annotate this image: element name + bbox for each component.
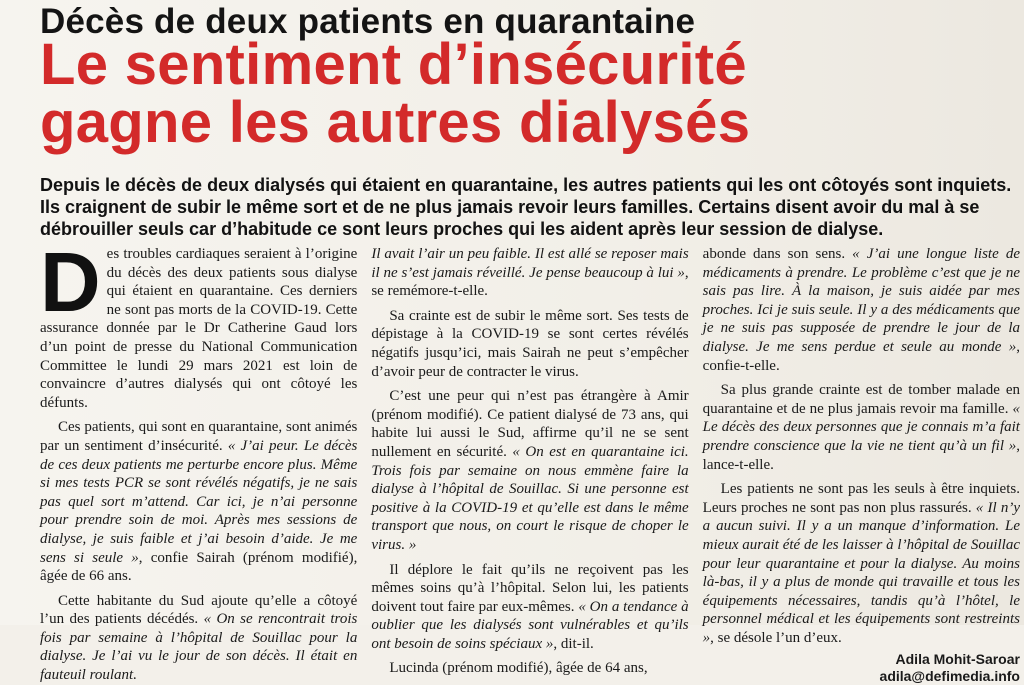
paragraph: Lucinda (prénom modifié), âgée de 64 ans, (389, 660, 648, 677)
quote-text: « On a tendance à oublier que les dialysés sont vulnérables et qu’ils ont besoin de soins spéciaux » (371, 598, 689, 652)
quote-text: « Il n’y a aucun suivi. Il y a un manque d’information. Le mieux aurait été de les laisser à l’hôpital de Souillac pour leur quarantaine et pour la dialyse. Au moins là-bas, il y a plus de monde qui travaille et tous les équipements nécessaires, tandis qu’à l’hôtel, le personnel médical et les équipements sont restreints » (702, 499, 1020, 646)
paragraph (703, 381, 1020, 474)
paragraph (40, 592, 357, 685)
paragraph-text: , confie Sairah (prénom modifié), âgée de 66 ans. (40, 549, 358, 585)
paragraph-text: , se remémore-t-elle. (371, 264, 689, 300)
article-body (40, 235, 1020, 685)
paragraph (40, 418, 357, 585)
article-standfirst: Depuis le décès de deux dialysés qui étaient en quarantaine, les autres patients qui les ont côtoyés sont inquiets. Ils craignent de subir le même sort et de ne plus jamais revoir leurs familles. Certains disent avoir du mal à se débrouiller seuls car d’habitude ce sont leurs proches qui les aident après leur session de dialyse. (40, 175, 1012, 239)
headline-line-1: Le sentiment d’insécurité (40, 32, 747, 97)
byline-name: Adila Mohit-Saroar (895, 651, 1020, 668)
column-2 (371, 245, 689, 677)
paragraph-text: Cette habitante du Sud ajoute qu’elle a côtoyé l’un des patients décédés. (40, 592, 358, 628)
paragraph-text: , lance-t-elle. (702, 437, 1020, 473)
column-3 (702, 245, 1020, 685)
paragraph (40, 235, 358, 412)
paragraph (371, 245, 688, 301)
paragraph: Sa crainte est de subir le même sort. Ses tests de dépistage à la COVID-19 se sont certes révélés négatifs jusqu’ici, mais Sairah ne peut s’empêcher d’avoir peur de contracter le virus. (371, 307, 689, 380)
drop-cap: D (40, 235, 101, 329)
paragraph-text: , se désole l’un d’eux. (710, 629, 842, 646)
quote-text: « J’ai peur. Le décès de ces deux patients me perturbe encore plus. Même si mes tests PCR se sont révélés négatifs, je ne sais pas quel sort m’attend. Car ici, je n’ai personne pour prendre soin de moi. Après mes sessions de dialyse, je suis faible et j’ai besoin d’aide. Je me sens si seule » (40, 437, 358, 566)
paragraph-text: Il déplore le fait qu’ils ne reçoivent pas les mêmes soins qu’à l’hôpital. Selon lui, les patients doivent tout faire par eux-mêmes. (371, 561, 689, 615)
paragraph-text: Ces patients, qui sont en quarantaine, sont animés par un sentiment d’insécurité. (40, 419, 358, 454)
quote-text: Il avait l’air un peu faible. Il est allé se reposer mais il ne s’est jamais réveillé. Je pense beaucoup à lui » (371, 246, 689, 281)
paragraph-text: es troubles cardiaques seraient à l’origine du décès des deux patients sous dialyse qui étaient en quarantaine. Ces derniers ne sont pas morts de la COVID-19. Cette assurance donnée par le Dr Catherine Gaud lors d’un point de presse du National Communication Committee le lundi 29 mars 2021 est loin de convaincre d’autres dialysés qui ont côtoyé les défunts. (40, 246, 358, 411)
headline-line-2: gagne les autres dialysés (40, 90, 751, 155)
paragraph-text: , confie-t-elle. (702, 338, 1020, 374)
quote-text: « J’ai une longue liste de médicaments à prendre. Le problème c’est que je ne sais pas lire. À la maison, je suis aidée par mes proches. Ici je suis seule. Il y a des médicaments que je ne suis pas supposée de prendre le jour de la dialyse. Je me sens perdue et seule au monde » (702, 246, 1020, 355)
paragraph (703, 245, 1020, 375)
paragraph-text: Sa plus grande crainte est de tomber malade en quarantaine et de ne plus jamais revoir ma famille. (702, 382, 1020, 417)
paragraph (371, 561, 688, 654)
byline (703, 651, 1020, 685)
paragraph-text: C’est une peur qui n’est pas étrangère à Amir (prénom modifié). Ce patient dialysé de 73 ans, qui habite lui aussi le Sud, affirme qu’il ne se sent nullement en sécurité. (371, 388, 689, 460)
paragraph-text: abonde dans son sens. (702, 246, 853, 262)
article-kicker: Décès de deux patients en quarantaine (40, 2, 696, 41)
quote-text: « On est en quarantaine ici. Trois fois par semaine on nous emmène faire la dialyse à l’hôpital de Souillac. Si une personne est positive à la COVID-19 et qu’elle est dans le même transport que nous, on court le risque de choper le virus. » (371, 443, 689, 553)
paragraph (371, 387, 688, 554)
paragraph-text: , dit-il. (553, 635, 594, 652)
quote-text: « On se rencontrait trois fois par semaine à l’hôpital de Souillac pour la dialyse. Je l’ai vu le jour de son décès. Il était en fauteuil roulant. (40, 611, 358, 684)
quote-text: « Le décès des deux personnes que je connais m’a fait prendre conscience que la vie ne tient qu’à un fil » (702, 400, 1020, 454)
paragraph (703, 480, 1020, 647)
paragraph-text: Les patients ne sont pas les seuls à être inquiets. Leurs proches ne sont pas non plus rassurés. (702, 481, 1020, 516)
column-1 (40, 235, 358, 684)
byline-email: adila@defimedia.info (879, 668, 1020, 685)
article-headline (40, 32, 940, 155)
